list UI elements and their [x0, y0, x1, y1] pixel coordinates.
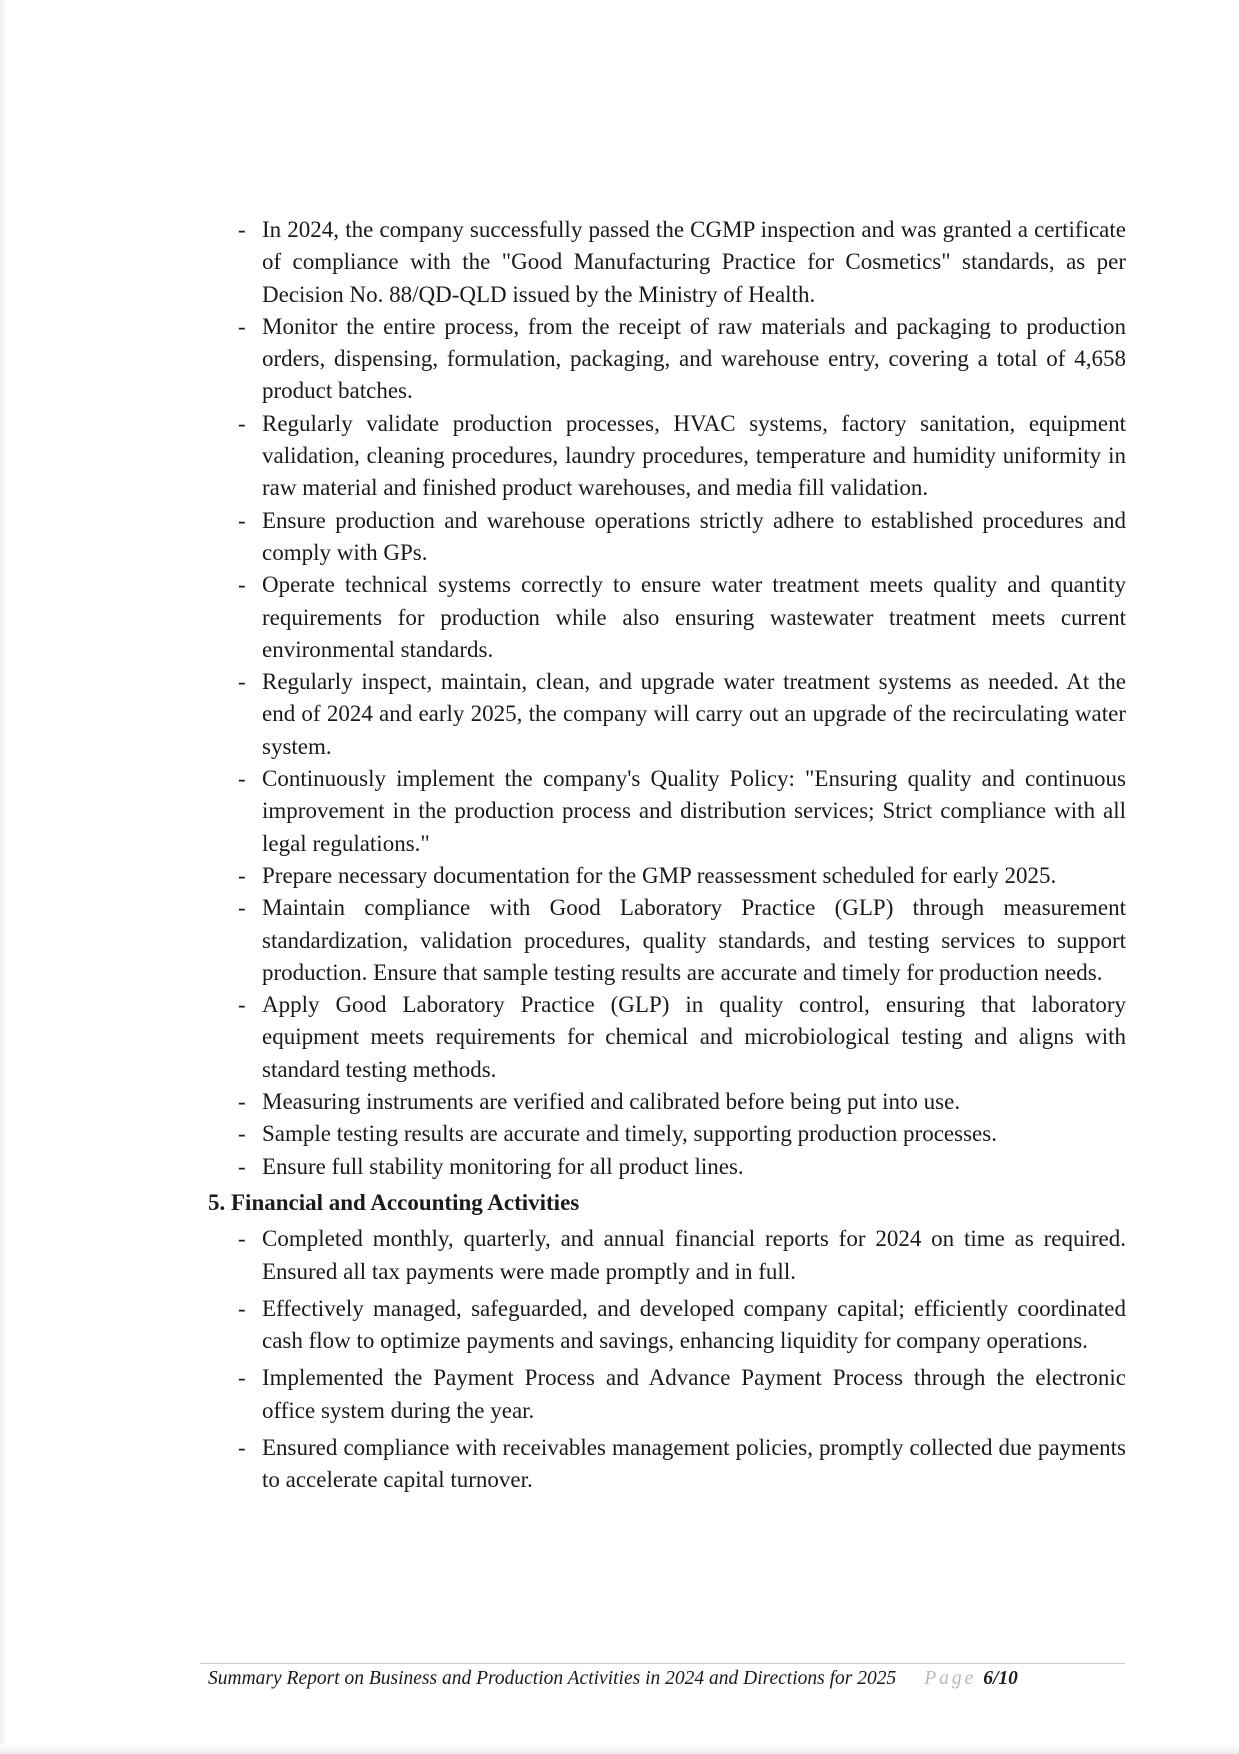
list-item: - Continuously implement the company's Quality Policy: "Ensuring quality and continuous improvement in the production process and distribution services; Strict compliance with all legal regulations." — [208, 763, 1126, 860]
section-heading: 5. Financial and Accounting Activities — [208, 1189, 580, 1215]
list-item: - Regularly validate production processes, HVAC systems, factory sanitation, equipment validation, cleaning procedures, laundry procedures, temperature and humidity uniformity in raw material and finished product warehouses, and media fill validation. — [208, 408, 1126, 505]
footer-title: Summary Report on Business and Production Activities in 2024 and Directions for 2025 — [208, 1668, 897, 1689]
list-item: - Completed monthly, quarterly, and annual financial reports for 2024 on time as required. Ensured all tax payments were made promptly and in full. — [208, 1223, 1126, 1288]
page-body — [208, 214, 1126, 1502]
list-item: - Maintain compliance with Good Laboratory Practice (GLP) through measurement standardization, validation procedures, quality standards, and testing services to support production. Ensure that sample testing results are accurate and timely for production needs. — [208, 892, 1126, 989]
list-item: - Regularly inspect, maintain, clean, and upgrade water treatment systems as needed. At the end of 2024 and early 2025, the company will carry out an upgrade of the recirculating water system. — [208, 666, 1126, 763]
quality-activities-list — [208, 214, 1126, 1183]
list-item: - Apply Good Laboratory Practice (GLP) in quality control, ensuring that laboratory equipment meets requirements for chemical and microbiological testing and aligns with standard testing methods. — [208, 989, 1126, 1086]
list-item: - In 2024, the company successfully passed the CGMP inspection and was granted a certificate of compliance with the "Good Manufacturing Practice for Cosmetics" standards, as per Decision No. 88/QD-QLD issued by the Ministry of Health. — [208, 214, 1126, 311]
list-item: - Operate technical systems correctly to ensure water treatment meets quality and quantity requirements for production while also ensuring wastewater treatment meets current environmental standards. — [208, 569, 1126, 666]
list-item: - Ensured compliance with receivables management policies, promptly collected due payments to accelerate capital turnover. — [208, 1432, 1126, 1497]
page-edge-shadow — [0, 1744, 1239, 1754]
page-number: 6/10 — [983, 1668, 1018, 1689]
list-item: - Implemented the Payment Process and Advance Payment Process through the electronic office system during the year. — [208, 1362, 1126, 1427]
list-item: - Ensure full stability monitoring for all product lines. — [208, 1151, 1126, 1183]
page-footer — [208, 1668, 1126, 1690]
page-label: Page — [924, 1668, 977, 1689]
footer-divider — [200, 1663, 1125, 1664]
list-item: - Measuring instruments are verified and calibrated before being put into use. — [208, 1086, 1126, 1118]
page-edge-shadow — [0, 0, 6, 1754]
financial-activities-list — [208, 1223, 1126, 1496]
list-item: - Sample testing results are accurate and timely, supporting production processes. — [208, 1118, 1126, 1150]
list-item: - Effectively managed, safeguarded, and developed company capital; efficiently coordinated cash flow to optimize payments and savings, enhancing liquidity for company operations. — [208, 1293, 1126, 1358]
list-item: - Ensure production and warehouse operations strictly adhere to established procedures and comply with GPs. — [208, 505, 1126, 570]
list-item: - Prepare necessary documentation for the GMP reassessment scheduled for early 2025. — [208, 860, 1126, 892]
list-item: - Monitor the entire process, from the receipt of raw materials and packaging to production orders, dispensing, formulation, packaging, and warehouse entry, covering a total of 4,658 product batches. — [208, 311, 1126, 408]
